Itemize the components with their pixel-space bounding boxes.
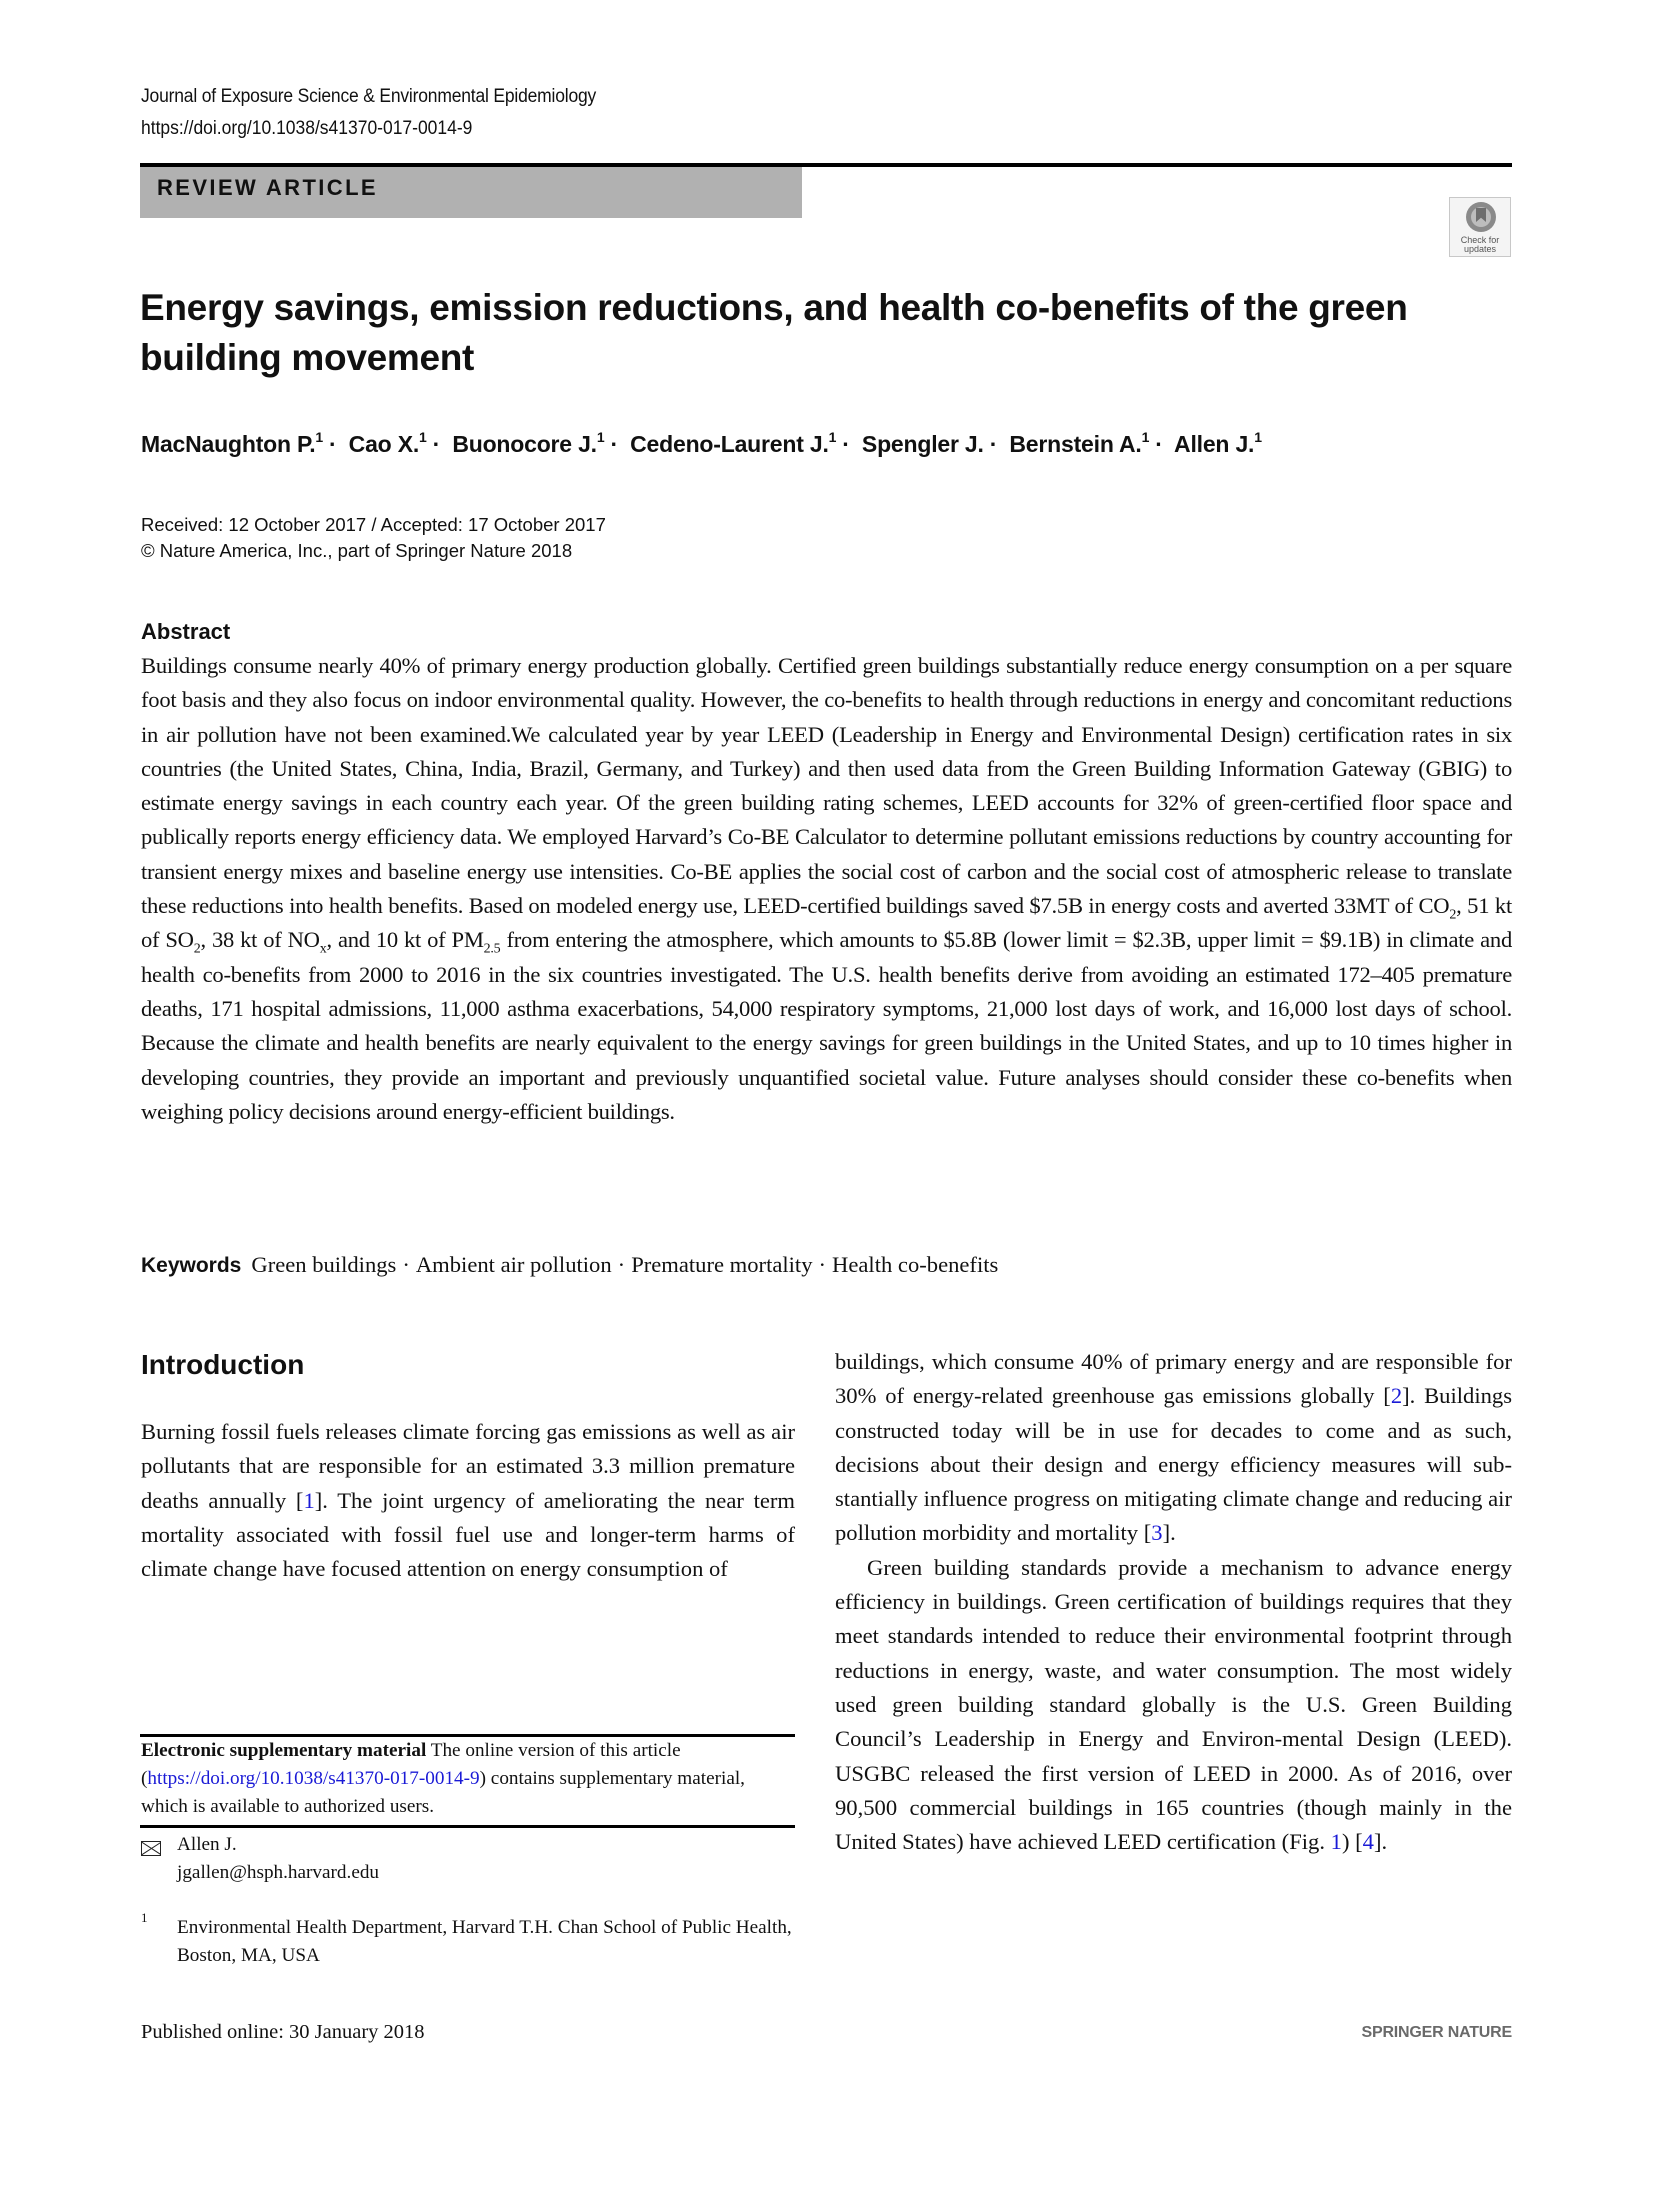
author-separator: · [842,431,850,457]
introduction-heading: Introduction [141,1349,305,1380]
keyword-separator: · [617,1252,626,1277]
springer-nature-logo: SPRINGER NATURE [1361,2024,1512,2041]
citation-link[interactable]: 3 [1151,1520,1163,1546]
citation-link[interactable]: 1 [303,1487,315,1513]
author-separator: · [329,431,337,457]
affiliation-marker[interactable]: 1 [419,429,427,445]
copyright-notice: © Nature America, Inc., part of Springer Nature 2018 [141,540,573,561]
author[interactable]: Spengler J. [861,431,984,457]
author-separator: · [1155,431,1163,457]
affiliation-marker[interactable]: 1 [828,429,837,445]
author[interactable]: Bernstein A. [1009,431,1142,457]
footnote-rule-bottom [140,1825,795,1828]
affiliation-marker[interactable]: 1 [596,429,605,445]
intro-right-column [835,1345,1512,1859]
supplementary-doi-link[interactable]: https://doi.org/10.1038/s41370-017-0014-9 [147,1768,480,1789]
affiliation-text: Environmental Health Department, Harvard T.H. Chan School of Public Health, Boston, MA, USA [177,1917,792,1966]
abstract-text: Buildings consume nearly 40% of primary energy production globally. Certified green buildings substantially reduce energy consumption on a per square foot basis and they also focus on indoor environmental quality. However, the co-benefits to health through reductions in energy and concomitant reductions in air pollution have not been examined.We calculated year by year LEED (Leadership in Energy and Environmental Design) certification rates in six countries (the United States, China, India, Brazil, Germany, and Turkey) and then used data from the Green Building Information Gateway (GBIG) to estimate energy savings in each country each year. Of the green building rating schemes, LEED accounts for 32% of green-certified floor space and publically reports energy efficiency data. We employed Harvard’s Co-BE Calculator to determine pollutant emissions reductions by country accounting for transient energy mixes and baseline energy use intensities. Co-BE applies the social cost of carbon and the social cost of atmospheric release to translate these reductions into health benefits. Based on modeled energy use, LEED-certified buildings saved $7.5B in energy costs and averted 33MT of $CO_2$, 51 kt of $SO_2$, 38 kt of $NO_x$, and 10 kt of $PM_{2.5}$ from entering the atmosphere, which amounts to $5.8B (lower limit = $2.3B, upper limit = $9.1B) in climate and health co-benefits from 2000 to 2016 in the six countries investigated. The U.S. health benefits derive from avoiding an estimated 172–405 premature deaths, 171 hospital admissions, 11,000 asthma exacerbations, 54,000 respiratory symptoms, 21,000 lost days of work, and 16,000 lost days of school. Because the climate and health benefits are nearly equivalent to the energy savings for green buildings in the United States, and up to 10 times higher in developing countries, they provide an important and previously unquantified societal value. Future analyses should consider these co-benefits when weighing policy decisions around energy-efficient buildings. [141,653,1513,1124]
article-title: Energy savings, emission reductions, and health co-benefits of the green building movement [140,287,1408,378]
keyword: Green buildings [251,1252,397,1277]
intro-left-column [141,1415,795,1586]
envelope-icon [141,1841,161,1856]
article-type-label: REVIEW ARTICLE [157,175,379,200]
check-for-updates-button[interactable] [1449,197,1511,257]
intro-paragraph: Green building standards provide a mechanism to advance energy efficiency in buildings. Green certification of buildings requires that they meet standards intended to reduce their environmental footprint through reductions in energy, waste, and water consumption. The most widely used green building standard globally is the U.S. Green Building Council’s Leadership in Energy and Environ-mental Design (LEED). USGBC released the first version of LEED in 2000. As of 2016, over 90,500 commercial buildings in 165 countries (though mainly in the United States) have achieved LEED certification (Fig. 1) [4]. [835,1554,1512,1855]
keyword-separator: · [402,1252,410,1277]
author[interactable]: MacNaughton P. [141,431,316,457]
keywords-label: Keywords [141,1254,242,1277]
author-list [141,431,1262,458]
author[interactable]: Cao X. [348,431,420,457]
author[interactable]: Allen J. [1174,431,1255,457]
author[interactable]: Buonocore J. [452,431,597,457]
keyword: Health co-benefits [832,1252,999,1277]
keyword-separator: · [818,1252,827,1277]
check-updates-line2: updates [1463,244,1497,254]
author-separator: · [989,431,998,457]
supplementary-material-note: Electronic supplementary material The online version of this article (https://doi.org/10.1038/s41370-017-0014-9) contains supplementary material, which is available to authorized users. [141,1740,745,1817]
citation-link[interactable]: 4 [1362,1829,1374,1855]
affiliation-marker[interactable]: 1 [1141,429,1150,445]
intro-paragraph: buildings, which consume 40% of primary energy and are responsible for 30% of energy-related greenhouse gas emissions globally [2]. Buildings constructed today will be in use for decades to come and as such, decisions about their design and energy efficiency measures will sub-stantially influence progress on mitigating climate change and reducing air pollution morbidity and mortality [3]. [835,1349,1512,1546]
author-separator: · [610,431,618,457]
check-updates-line1: Check for [1460,235,1500,245]
doi-link[interactable]: https://doi.org/10.1038/s41370-017-0014-9 [141,118,473,139]
keyword: Ambient air pollution [415,1252,612,1277]
author-separator: · [432,431,441,457]
abstract-heading: Abstract [141,619,231,644]
published-online-date: Published online: 30 January 2018 [141,2021,425,2043]
keywords [141,1252,998,1278]
affiliation-marker[interactable]: 1 [1254,429,1262,445]
corresponding-author-name: Allen J. [177,1834,237,1855]
affiliation-number: 1 [141,1910,148,1925]
citation-link[interactable]: 2 [1390,1383,1403,1409]
received-accepted-dates: Received: 12 October 2017 / Accepted: 17 October 2017 [141,514,606,535]
corresponding-author-email[interactable]: jgallen@hsph.harvard.edu [177,1862,380,1883]
affiliation-marker[interactable]: 1 [315,429,323,445]
intro-paragraph: Burning fossil fuels releases climate forcing gas emissions as well as air pollutants that are responsible for an estimated 3.3 million premature deaths annually [1]. The joint urgency of ameliorating the near term mortality associated with fossil fuel use and longer-term harms of climate change have focused attention on energy consumption of [141,1419,796,1582]
journal-name: Journal of Exposure Science & Environmental Epidemiology [141,86,597,107]
keyword: Premature mortality [631,1252,813,1277]
author[interactable]: Cedeno-Laurent J. [630,431,829,457]
figure-link[interactable]: 1 [1330,1829,1342,1855]
